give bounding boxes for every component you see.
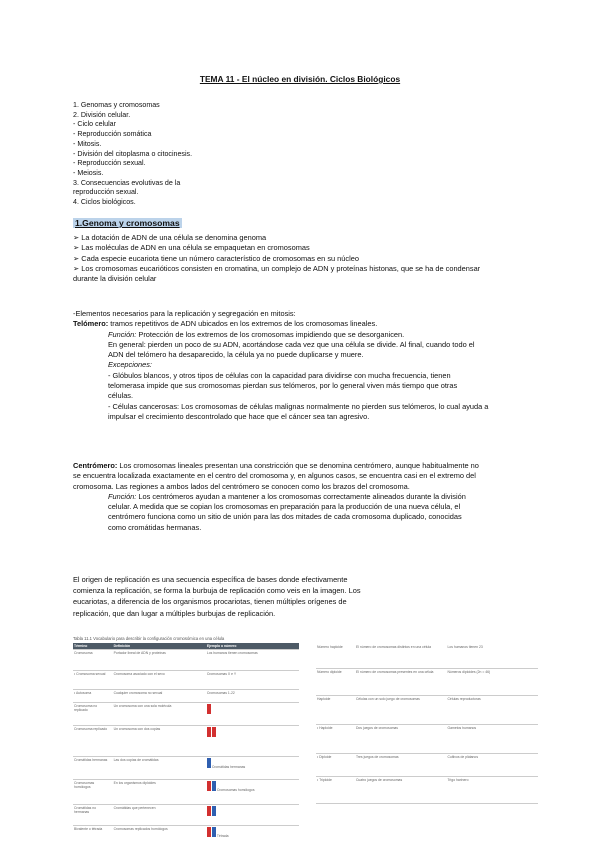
table-row bbox=[316, 777, 538, 804]
table-cell bbox=[206, 780, 299, 804]
table-cell: Cromosomas homólogos bbox=[74, 781, 95, 789]
chromosome-number-table bbox=[316, 644, 538, 812]
table-cell: • Cromosoma sexual bbox=[74, 672, 106, 676]
table-cell: Gametos humanos bbox=[447, 726, 477, 730]
table-cell: Haploide bbox=[317, 697, 331, 701]
centromero-line bbox=[73, 461, 479, 471]
toc-item: 3. Consecuencias evolutivas de la bbox=[73, 178, 181, 187]
globulos-line: - Glóbulos blancos, y otros tipos de células con la capacidad para dividirse con mucha frecuencia, tienen bbox=[108, 370, 451, 380]
funcion-text: Los centrómeros ayudan a mantener a los cromosomas correctamente alineados durante la división bbox=[136, 491, 466, 501]
chromosome-icon bbox=[207, 758, 211, 768]
table-cell: Cualquier cromosoma no sexual bbox=[113, 691, 163, 695]
toc-item: reproducción sexual. bbox=[73, 188, 139, 197]
elements-intro: -Elementos necesarios para la replicación y segregación en mitosis: bbox=[73, 309, 296, 318]
table-cell: Un cromosoma con dos copias bbox=[113, 727, 161, 731]
toc-item: - Meiosis. bbox=[73, 168, 104, 177]
table-row bbox=[316, 725, 538, 754]
table-cell: Células con un solo juego de cromosomas bbox=[355, 697, 420, 701]
table-cell: • Diploide bbox=[317, 755, 332, 759]
telomero-text: tramos repetitivos de ADN ubicados en los extremos de los cromosomas lineales. bbox=[108, 319, 378, 329]
table-cell: Cultivos de plátanos bbox=[447, 755, 479, 759]
table-row bbox=[73, 780, 299, 805]
table-row bbox=[316, 754, 538, 777]
origen-line: replicación, que dan lugar a múltiples burbujas de replicación. bbox=[73, 608, 276, 618]
table-cell bbox=[206, 805, 299, 825]
toc-item: 4. Ciclos biológicos. bbox=[73, 198, 136, 207]
table-cell: Cromosoma asociado con el sexo bbox=[113, 672, 165, 676]
table-cell: Los humanos tienen 23 bbox=[447, 645, 483, 649]
table-header-row bbox=[73, 643, 299, 650]
chromosome-icon bbox=[212, 827, 216, 837]
table-cell: Cromosomas replicados homólogos bbox=[113, 827, 168, 831]
chromosome-icon bbox=[212, 781, 216, 791]
centromero-line: cromosoma. Las regiones a ambos lados del centrómero se conocen como los brazos del cromosoma. bbox=[73, 481, 410, 491]
toc-item: - Ciclo celular bbox=[73, 120, 116, 129]
chromosome-icon bbox=[207, 827, 211, 837]
toc-item: 2. División celular. bbox=[73, 110, 131, 119]
table-row bbox=[73, 690, 299, 703]
table-cell-label: Cromátidas hermanas bbox=[211, 765, 246, 769]
table-cell: Número diploide bbox=[317, 670, 342, 674]
table-cell: Tres juegos de cromosomas bbox=[355, 755, 399, 759]
table-cell bbox=[206, 726, 299, 756]
excepciones-label: Excepciones: bbox=[108, 360, 152, 370]
section-heading: 1.Genoma y cromosomas bbox=[75, 218, 180, 228]
centromero-block bbox=[73, 461, 479, 533]
origen-line: eucariotas, a diferencia de los organismos procariotas, tienen múltiples orígenes de bbox=[73, 597, 347, 607]
table-cell: Cromátidas no hermanas bbox=[74, 806, 97, 814]
globulos-line: telomerasa impide que sus cromosomas pierdan sus telómeros, por lo general viven más tiempo que otras bbox=[108, 381, 458, 391]
chromosome-icon bbox=[207, 781, 211, 791]
cancer-line: - Células cancerosas: Los cromosomas de células malignas normalmente no pierden sus telómeros, lo cual ayuda a bbox=[108, 401, 489, 411]
table-cell: Cuatro juegos de cromosomas bbox=[355, 778, 403, 782]
table-header-cell: Definición bbox=[113, 644, 131, 648]
telomero-label: Telómero: bbox=[73, 319, 109, 329]
general-line: En general: pierden un poco de su ADN, acortándose cada vez que una célula se divide. Al final, cuando todo el bbox=[108, 339, 475, 349]
table-row bbox=[73, 757, 299, 780]
table-row bbox=[316, 696, 538, 725]
table-cell: Los humanos tienen cromosomas bbox=[206, 651, 258, 655]
centromero-funcion-line: centrómero funciona como un sitio de unión para las dos mitades de cada cromosoma duplicado, conocidas bbox=[108, 512, 462, 522]
toc-item: - Reproducción sexual. bbox=[73, 159, 146, 168]
table-caption: Tabla 11.1 Vocabulario para describir la configuración cromosómica en una célula bbox=[73, 636, 225, 641]
table-row bbox=[73, 671, 299, 690]
telomero-line bbox=[73, 319, 488, 329]
funcion-text: Protección de los extremos de los cromosomas impidiendo que se desorganicen. bbox=[136, 329, 405, 339]
table-cell: • Haploide bbox=[317, 726, 333, 730]
table-cell: Cromosomas 1-22 bbox=[206, 691, 235, 695]
table-row bbox=[73, 726, 299, 757]
table-cell-label: Tétrada bbox=[216, 834, 229, 838]
table-cell: En los organismos diploides bbox=[113, 781, 156, 785]
centromero-line: se encuentra localizada exactamente en el centro del cromosoma y, en algunos casos, se encuentra casi en el extremo del bbox=[73, 471, 476, 481]
page-title: TEMA 11 - El núcleo en división. Ciclos Biológicos bbox=[199, 74, 401, 84]
table-cell: Dos juegos de cromosomas bbox=[355, 726, 398, 730]
origen-line: comienza la replicación, se forma la burbuja de replicación como veis en la imagen. Los bbox=[73, 586, 361, 596]
table-row bbox=[73, 826, 299, 840]
bullet-item: durante la división celular bbox=[73, 274, 157, 284]
funcion-label: Función: bbox=[108, 329, 137, 339]
globulos-line: células. bbox=[108, 391, 134, 401]
toc-item: 1. Genomas y cromosomas bbox=[73, 101, 160, 109]
table-cell: Números diploides (2n = 46) bbox=[447, 670, 491, 674]
table-cell: Bivalente o tétrada bbox=[74, 827, 103, 831]
centromero-funcion-line: como cromátidas hermanas. bbox=[108, 522, 202, 532]
centromero-funcion-line: celular. A medida que se copian los cromosomas en preparación para la producción de una nueva célula, el bbox=[108, 502, 461, 512]
table-cell: • Autosoma bbox=[74, 691, 92, 695]
telomero-block bbox=[73, 309, 488, 422]
table-cell bbox=[206, 703, 299, 725]
table-row bbox=[73, 703, 299, 726]
table-cell bbox=[206, 757, 299, 779]
table-cell: Cromátidas que pertenecen bbox=[113, 806, 156, 810]
table-cell: Células reproductoras bbox=[447, 697, 481, 701]
toc-item: - Mitosis. bbox=[73, 139, 102, 148]
bullet-item: ➢ Cada especie eucariota tiene un número característico de cromosomas en su núcleo bbox=[73, 253, 359, 263]
bullet-item: ➢ Los cromosomas eucarióticos consisten en cromatina, un complejo de ADN y proteínas histonas, que se ha de condensar bbox=[73, 263, 481, 273]
table-cell: Cromosoma bbox=[74, 651, 93, 655]
toc-item: - División del citoplasma o citocinesis. bbox=[73, 149, 193, 158]
table-cell: Un cromosoma con una sola molécula bbox=[113, 704, 172, 708]
funcion-line bbox=[73, 330, 488, 340]
table-cell: Portador lineal de ADN y proteínas bbox=[113, 651, 166, 655]
table-cell: El número de cromosomas distintos en una célula bbox=[355, 645, 431, 649]
table-row bbox=[73, 650, 299, 671]
table-cell: Cromosomas X e Y bbox=[206, 672, 237, 676]
table-cell: • Triploide bbox=[317, 778, 332, 782]
bullet-item: ➢ La dotación de ADN de una célula se denomina genoma bbox=[73, 233, 267, 242]
centromero-text: Los cromosomas lineales presentan una constricción que se denomina centrómero, aunque habitualmente no bbox=[117, 461, 479, 470]
table-cell: Cromosoma replicado bbox=[74, 727, 108, 731]
origen-line: El origen de replicación es una secuencia específica de bases donde efectivamente bbox=[73, 575, 348, 584]
chromosome-icon bbox=[212, 806, 216, 816]
bullet-item: ➢ Las moléculas de ADN en una célula se empaquetan en cromosomas bbox=[73, 243, 310, 253]
table-row bbox=[316, 669, 538, 696]
table-row bbox=[316, 644, 538, 669]
table-cell: Las dos copias de cromátidas bbox=[113, 758, 159, 762]
table-of-contents bbox=[73, 101, 192, 208]
table-cell: Número haploide bbox=[317, 645, 343, 649]
table-cell: Trigo harinero bbox=[447, 778, 469, 782]
funcion-label: Función: bbox=[108, 491, 137, 501]
cancer-line: impulsar el crecimiento descontrolado que hace que el cáncer sea tan agresivo. bbox=[108, 411, 370, 421]
centromero-funcion-line bbox=[73, 492, 479, 502]
table-header-cell: Ejemplo o número bbox=[206, 644, 237, 648]
toc-item: - Reproducción somática bbox=[73, 130, 152, 139]
table-header-cell: Término bbox=[74, 644, 88, 648]
table-cell: Cromátidas hermanas bbox=[74, 758, 108, 762]
table-row bbox=[73, 805, 299, 826]
chromosome-icon bbox=[212, 727, 216, 737]
origen-block bbox=[73, 574, 361, 619]
centromero-label: Centrómero: bbox=[73, 461, 118, 470]
table-cell bbox=[206, 826, 299, 840]
table-cell: Cromosoma no replicado bbox=[74, 704, 98, 712]
table-cell: El número de cromosomas presentes en una célula bbox=[355, 670, 434, 674]
bullet-list bbox=[73, 233, 480, 284]
table-cell-label: Cromosomas homólogos bbox=[216, 788, 255, 792]
general-line: ADN del telómero ha desaparecido, la célula ya no puede duplicarse y muere. bbox=[108, 350, 364, 360]
chromosome-icon bbox=[207, 704, 211, 714]
chromosome-icon bbox=[207, 806, 211, 816]
chromosome-icon bbox=[207, 727, 211, 737]
chromosome-vocabulary-table bbox=[73, 636, 299, 840]
